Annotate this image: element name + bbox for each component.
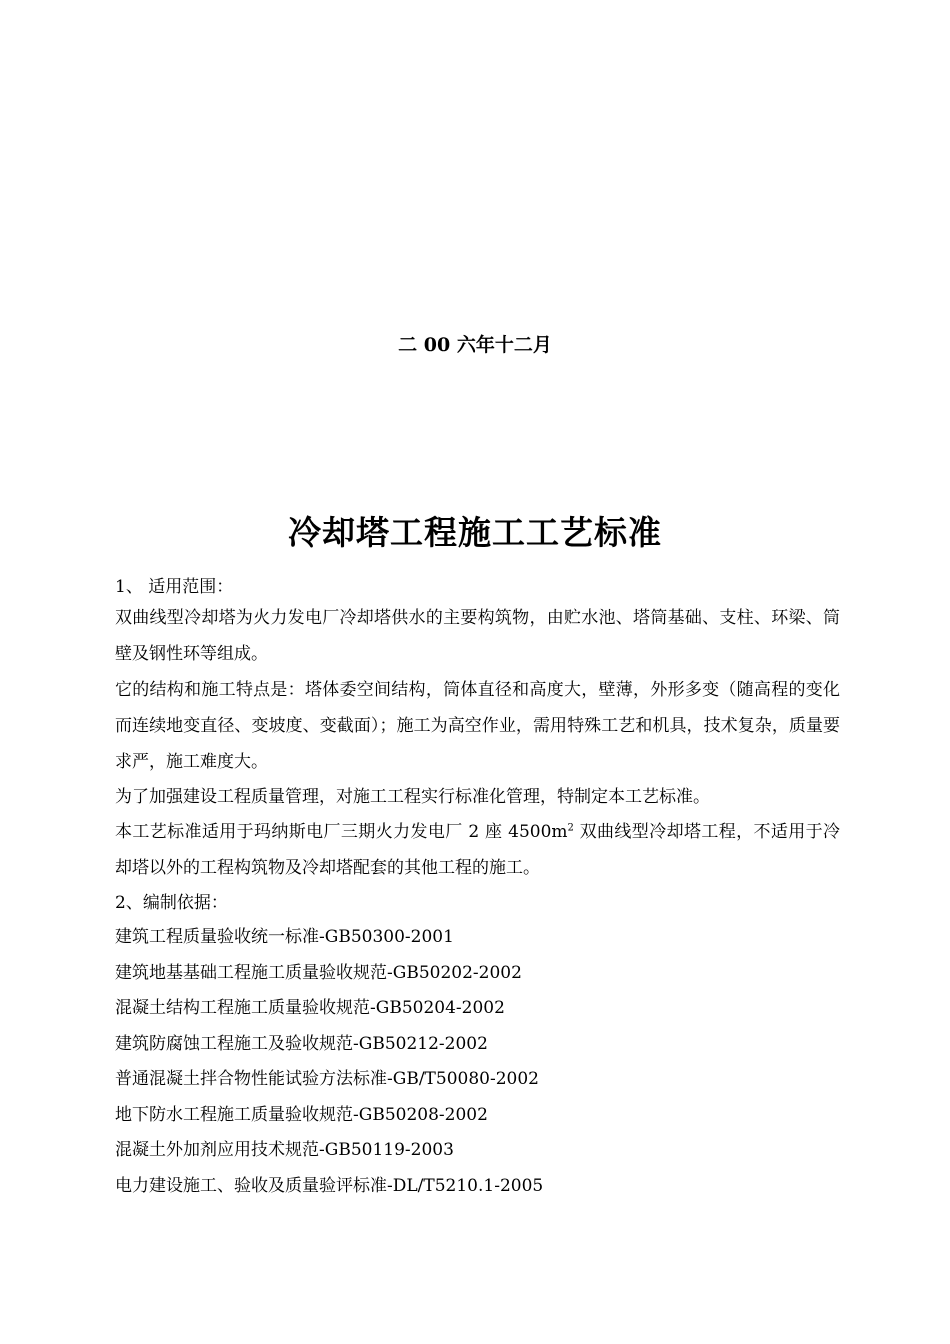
area-unit-superscript: 2	[567, 822, 574, 834]
reference-item: 建筑工程质量验收统一标准-GB50300-2001	[115, 927, 454, 947]
document-title: 冷却塔工程施工工艺标准	[288, 513, 662, 552]
document-body	[115, 574, 840, 1204]
paragraph: 双曲线型冷却塔为火力发电厂冷却塔供水的主要构筑物，由贮水池、塔筒基础、支柱、环梁、筒壁及钢性环等组成。	[115, 608, 840, 664]
scope-paragraph	[115, 814, 840, 886]
reference-item: 混凝土外加剂应用技术规范-GB50119-2003	[115, 1140, 454, 1160]
paragraph: 它的结构和施工特点是：塔体委空间结构，筒体直径和高度大，壁薄，外形多变（随高程的变化而连续地变直径、变坡度、变截面）；施工为高空作业，需用特殊工艺和机具，技术复杂，质量要求严，施工难度大。	[115, 680, 840, 772]
reference-item: 电力建设施工、验收及质量验评标准-DL/T5210.1-2005	[115, 1175, 544, 1196]
reference-item: 混凝土结构工程施工质量验收规范-GB50204-2002	[115, 998, 505, 1018]
scope-text-part2: 双曲线型冷却塔工程，不适用于冷却塔以外的工程构筑物及冷却塔配套的其他工程的施工。	[115, 822, 840, 878]
scope-text-part1: 本工艺标准适用于玛纳斯电厂三期火力发电厂 2 座 4500m	[115, 822, 568, 842]
section-1-heading: 1、 适用范围：	[115, 577, 234, 597]
reference-item: 建筑防腐蚀工程施工及验收规范-GB50212-2002	[115, 1033, 488, 1054]
section-2-heading: 2、编制依据：	[115, 893, 228, 913]
reference-item: 普通混凝土拌合物性能试验方法标准-GB/T50080-2002	[115, 1069, 539, 1089]
paragraph: 为了加强建设工程质量管理，对施工工程实行标准化管理，特制定本工艺标准。	[115, 787, 710, 807]
reference-item: 地下防水工程施工质量验收规范-GB50208-2002	[115, 1104, 488, 1125]
cover-date: 二 00 六年十二月	[398, 334, 552, 356]
reference-list	[115, 920, 840, 1204]
reference-item: 建筑地基基础工程施工质量验收规范-GB50202-2002	[115, 962, 522, 983]
